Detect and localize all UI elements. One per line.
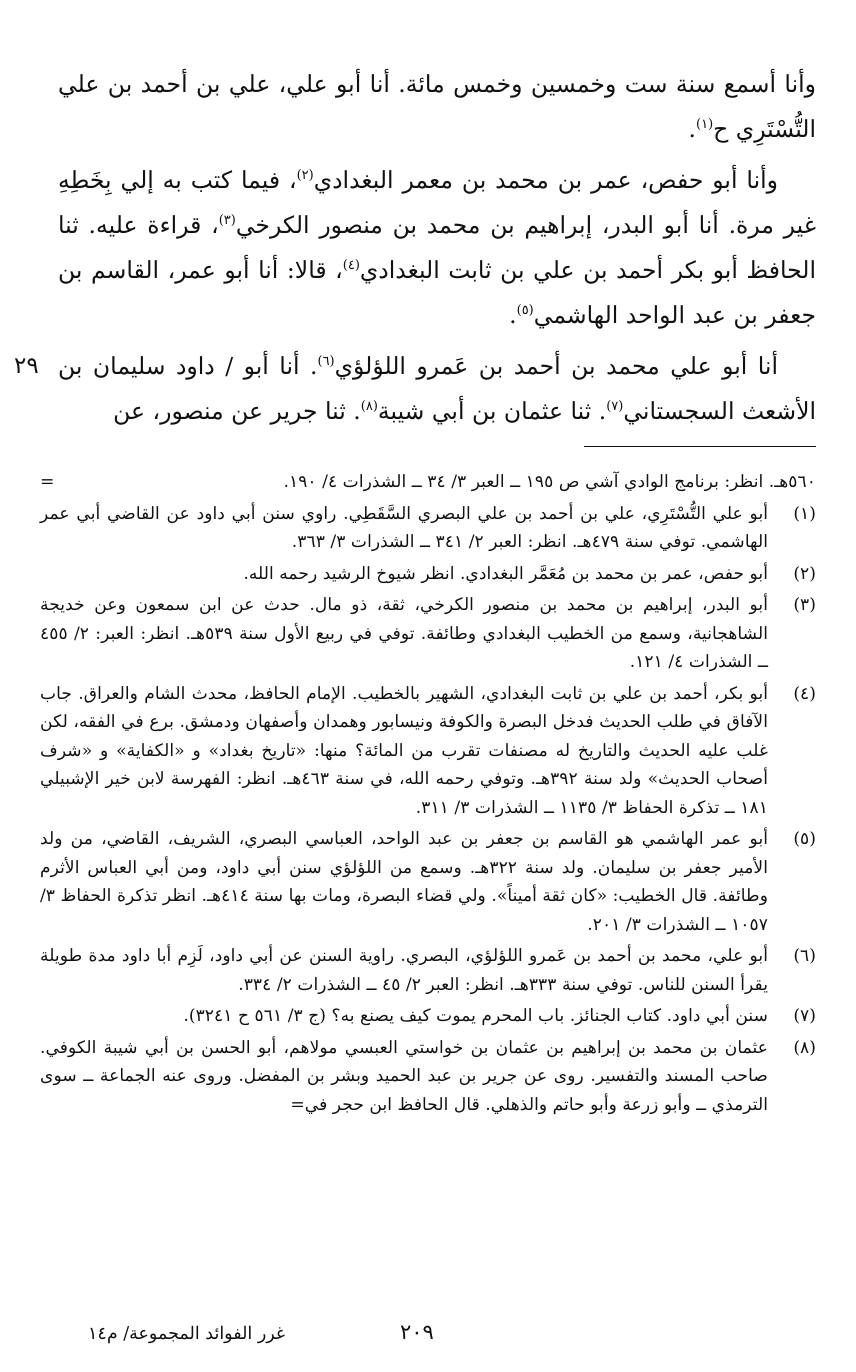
footnote-item <box>40 1034 816 1120</box>
footnote-ref-4[interactable]: (٤) <box>342 258 360 274</box>
text-span: . أنا أبو / داود سليمان بن الأشعث السجستاني <box>58 352 816 425</box>
paragraph-3 <box>14 344 816 434</box>
text-span: . ثنا عثمان بن أبي شيبة <box>377 397 607 425</box>
footnote-number: (١) <box>793 503 816 524</box>
footnote-number: (٢) <box>793 563 816 584</box>
footnote-number: (٧) <box>793 1006 816 1026</box>
footnote-number: (٤) <box>793 683 816 704</box>
footnotes-section <box>40 468 816 1122</box>
footnote-text: أبو علي التُّسْتَرِي، علي بن أحمد بن علي البصري السَّقَطِي. راوي سنن أبي داود عن القاضي أبي عمر الهاشمي. توفي سنة ٤٧٩هـ. انظر: العبر ٢/ ٣٤١ ــ الشذرات ٣/ ٣٦٣. <box>40 503 768 552</box>
continuation-text: ٥٦٠هـ. انظر: برنامج الوادي آشي ص ١٩٥ ــ العبر ٣/ ٣٤ ــ الشذرات ٤/ ١٩٠. <box>283 472 816 492</box>
footnote-ref-8[interactable]: (٨) <box>360 399 378 415</box>
footnote-ref-2[interactable]: (٢) <box>296 168 314 184</box>
footnote-number: (٥) <box>793 829 816 849</box>
footnote-text: سنن أبي داود. كتاب الجنائز. باب المحرم يموت كيف يصنع به؟ (ج ٣/ ٥٦١ ح ٣٢٤١). <box>183 1006 768 1026</box>
footnote-text: أبو حفص، عمر بن محمد بن مُعَمَّر البغدادي. انظر شيوخ الرشيد رحمه الله. <box>243 563 768 584</box>
footnote-list <box>40 500 816 1120</box>
footnote-text: أبو عمر الهاشمي هو القاسم بن جعفر بن عبد الواحد، العباسي البصري، الشريف، القاضي، من ولد الأمير جعفر بن سليمان. ولد سنة ٣٢٢هـ. وسمع من اللؤلؤي سنن أبي داود، ومن أبي العباس الأثرم وطائفة. قال الخطيب: «كان ثقة أميناً». ولي قضاء البصرة، ومات بها سنة ٤١٤هـ. انظر تذكرة الحفاظ ٣/ ١٠٥٧ ــ الشذرات ٣/ ٢٠١. <box>40 829 768 935</box>
footnote-divider <box>584 446 816 447</box>
text-span: . <box>688 115 697 143</box>
footnote-number: (٨) <box>793 1037 816 1058</box>
footnote-item <box>40 825 816 939</box>
footnote-ref-5[interactable]: (٥) <box>516 303 534 319</box>
margin-page-number: ٢٩ <box>14 353 39 379</box>
footnote-continuation <box>40 468 816 497</box>
footnote-number: (٦) <box>793 946 816 966</box>
footnote-text: أبو البدر، إبراهيم بن محمد بن منصور الكرخي، ثقة، ذو مال. حدث عن ابن سمعون وعن خديجة الشاهجانية، وسمع من الخطيب البغدادي وطائفة. توفي في ربيع الأول سنة ٥٣٩هـ. انظر: العبر: ٢/ ٤٥٥ ــ الشذرات ٤/ ١٢١. <box>40 595 768 672</box>
continuation-mark: = <box>40 472 55 492</box>
footnote-ref-6[interactable]: (٦) <box>317 354 335 370</box>
text-span: ، قالا: أنا أبو عمر، القاسم بن جعفر بن عبد الواحد الهاشمي <box>58 256 816 329</box>
paragraph-2 <box>58 158 816 338</box>
paragraph-1 <box>58 62 816 152</box>
footnote-ref-3[interactable]: (٣) <box>218 213 236 229</box>
footnote-item <box>40 591 816 677</box>
footnote-text: عثمان بن محمد بن إبراهيم بن عثمان بن خواستي العبسي مولاهم، أبو الحسن بن أبي شيبة الكوفي. صاحب المسند والتفسير. روى عن جرير بن عبد الحميد وبشر بن المفضل. وروى عنه الجماعة ــ سوى الترمذي ــ وأبو زرعة وأبو حاتم والذهلي. قال الحافظ ابن حجر في= <box>40 1037 768 1115</box>
footnote-item <box>40 942 816 999</box>
text-span: . ثنا جرير عن منصور، عن <box>113 397 361 425</box>
text-span: وأنا أسمع سنة ست وخمسين وخمس مائة. أنا أبو علي، علي بن أحمد بن علي التُّسْتَرِي ح <box>58 70 816 143</box>
footnote-item <box>40 560 816 589</box>
footnote-text: أبو علي، محمد بن أحمد بن عَمرو اللؤلؤي، البصري. راوية السنن عن أبي داود، لَزِم أبا داود مدة طويلة يقرأ السنن للناس. توفي سنة ٣٣٣هـ. انظر: العبر ٢/ ٤٥ ــ الشذرات ٢/ ٣٣٤. <box>40 946 768 995</box>
main-text <box>14 62 817 440</box>
text-span: ، فيما كتب به إلي بِخَطِهِ غير مرة. أنا أبو البدر، إبراهيم بن محمد بن منصور الكرخي <box>58 166 817 239</box>
text-span: ، قراءة عليه. ثنا الحافظ أبو بكر أحمد بن علي بن ثابت البغدادي <box>58 211 816 284</box>
text-span: . <box>509 301 517 329</box>
text-span: وأنا أبو حفص، عمر بن محمد بن معمر البغدادي <box>313 166 778 194</box>
page-number: ٢٠٩ <box>400 1320 434 1344</box>
footnote-ref-7[interactable]: (٧) <box>606 399 624 415</box>
text-span: أنا أبو علي محمد بن أحمد بن عَمرو اللؤلؤي <box>334 352 778 380</box>
footnote-ref-1[interactable]: (١) <box>696 117 714 133</box>
footnote-text: أبو بكر، أحمد بن علي بن ثابت البغدادي، الشهير بالخطيب. الإمام الحافظ، محدث الشام والعراق. جاب الآفاق في طلب الحديث فدخل البصرة والكوفة ونيسابور وهمدان وأصفهان ودمشق. برع في الفقه، لكن غلب عليه الحديث والتاريخ له مصنفات تقرب من المائة؟ منها: «تاريخ بغداد» و «الكفاية» و «شرف أصحاب الحديث» ولد سنة ٣٩٢هـ. وتوفي رحمه الله، في سنة ٤٦٣هـ. انظر: الفهرسة لابن خير الإشبيلي ١٨١ ــ تذكرة الحفاظ ٣/ ١١٣٥ ــ الشذرات ٣/ ٣١١. <box>40 683 769 818</box>
footnote-item <box>40 500 816 557</box>
footnote-item <box>40 1002 816 1031</box>
footnote-item <box>40 680 816 823</box>
book-title: غرر الفوائد المجموعة/ م١٤ <box>88 1324 286 1344</box>
footnote-number: (٣) <box>793 595 816 615</box>
page-footer <box>0 1322 856 1358</box>
